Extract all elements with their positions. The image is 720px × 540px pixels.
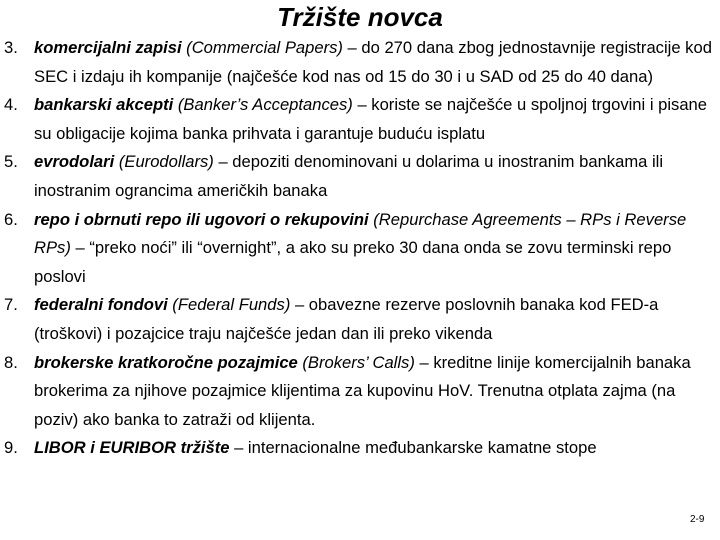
- money-market-list: [4, 34, 712, 463]
- item-term: federalni fondovi: [34, 295, 168, 315]
- item-description: – depoziti denominovani u dolarima u inostranim bankama ili inostranim ograncima američkih banaka: [34, 152, 664, 200]
- item-english-term: (Eurodollars): [114, 152, 214, 172]
- list-item: [4, 91, 712, 148]
- item-term: evrodolari: [34, 152, 115, 172]
- item-term: komercijalni zapisi: [34, 38, 182, 57]
- item-description: – obavezne rezerve poslovnih banaka kod FED-a (troškovi) i pozajcice traju najčešće jedan dan ili preko vikenda: [34, 295, 659, 343]
- list-item: [4, 34, 712, 91]
- list-item: [4, 291, 712, 348]
- item-english-term: (Brokers’ Calls): [297, 352, 415, 372]
- list-item: [4, 434, 712, 463]
- item-number: 5.: [4, 152, 18, 172]
- list-item: [4, 206, 712, 292]
- item-number: 4.: [4, 95, 18, 115]
- item-description: – koriste se najčešće u spoljnoj trgovini i pisane su obligacije kojima banka prihvata i garantuje buduću isplatu: [34, 95, 708, 143]
- list-item: [4, 148, 712, 205]
- list-item: [4, 349, 712, 435]
- item-description: – “preko noći” ili “overnight”, a ako su preko 30 dana onda se zovu terminski repo poslovi: [34, 238, 672, 286]
- slide-page-number: 2-9: [690, 514, 705, 525]
- item-term: bankarski akcepti: [34, 95, 174, 115]
- item-number: 3.: [4, 38, 18, 57]
- item-term: brokerske kratkoročne pozajmice: [34, 352, 298, 372]
- item-term: repo i obrnuti repo ili ugovori o rekupovini: [34, 209, 369, 229]
- item-english-term: (Federal Funds): [167, 295, 291, 315]
- item-description: – do 270 dana zbog jednostavnije registracije kod SEC i izdaju ih kompanije (najčešće kod nas od 15 do 30 i u SAD od 25 do 40 dana): [34, 38, 712, 86]
- item-english-term: (Commercial Papers): [181, 38, 343, 57]
- item-description: – kreditne linije komercijalnih banaka brokerima za njihove pozajmice klijentima za kupovinu HoV. Trenutna otplata zajma (na poziv) ako banka to zatraži od klijenta.: [34, 352, 691, 429]
- item-english-term: (Repurchase Agreements – RPs i Reverse RPs): [34, 209, 687, 258]
- item-number: 9.: [4, 438, 18, 458]
- item-english-term: (Banker’s Acceptances): [173, 95, 353, 115]
- slide-title: Tržište novca: [277, 2, 443, 32]
- item-number: 6.: [4, 209, 18, 229]
- item-term: LIBOR i EURIBOR tržište: [34, 438, 230, 458]
- item-number: 7.: [4, 295, 18, 315]
- item-description: – internacionalne međubankarske kamatne stope: [229, 438, 597, 458]
- item-number: 8.: [4, 352, 18, 372]
